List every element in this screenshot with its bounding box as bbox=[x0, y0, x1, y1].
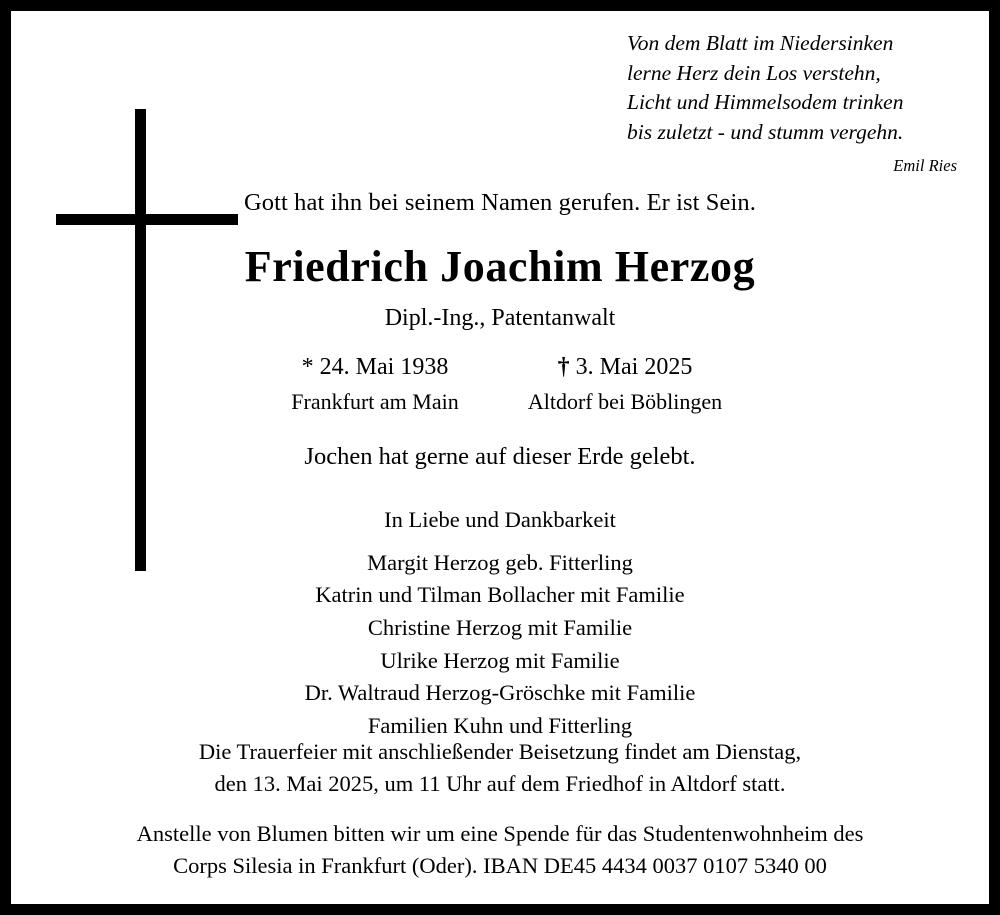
donation-line-1: Anstelle von Blumen bitten wir um eine Spende für das Studentenwohnheim des bbox=[136, 821, 864, 847]
family-lede: In Liebe und Dankbarkeit bbox=[384, 507, 616, 532]
donation-paragraph bbox=[49, 818, 951, 882]
poem-author: Emil Ries bbox=[893, 155, 957, 175]
death-place: Altdorf bei Böblingen bbox=[527, 389, 723, 414]
notice-inner-frame bbox=[9, 9, 991, 906]
poem-line-1: Von dem Blatt im Niedersinken bbox=[627, 31, 894, 55]
ceremony-line-1: Die Trauerfeier mit anschließender Beisetzung findet am Dienstag, bbox=[198, 739, 802, 765]
family-member: Dr. Waltraud Herzog-Gröschke mit Familie bbox=[304, 680, 696, 706]
family-member: Katrin und Tilman Bollacher mit Familie bbox=[315, 582, 685, 608]
death-date: 3. Mai 2025 bbox=[575, 354, 693, 380]
deceased-name: Friedrich Joachim Herzog bbox=[244, 242, 756, 291]
donation-line-2: Corps Silesia in Frankfurt (Oder). IBAN DE45 4434 0037 0107 5340 00 bbox=[173, 853, 827, 879]
ceremony-line-2: den 13. Mai 2025, um 11 Uhr auf dem Friedhof in Altdorf statt. bbox=[214, 771, 786, 797]
dates-row bbox=[11, 354, 989, 415]
footer-block bbox=[49, 736, 951, 882]
main-content bbox=[11, 189, 989, 742]
profession-text: Dipl.-Ing., Patentanwalt bbox=[384, 305, 616, 331]
poem-block bbox=[627, 29, 957, 177]
family-member: Familien Kuhn und Fitterling bbox=[367, 712, 633, 738]
dagger-icon: † bbox=[557, 354, 570, 380]
called-text: Gott hat ihn bei seinem Namen gerufen. Er ist Sein. bbox=[244, 189, 756, 216]
ceremony-paragraph bbox=[49, 736, 951, 800]
birth-block bbox=[250, 354, 500, 415]
poem-line-3: Licht und Himmelsodem trinken bbox=[627, 90, 904, 115]
family-member: Ulrike Herzog mit Familie bbox=[380, 647, 620, 673]
poem-line-2: lerne Herz dein Los verstehn, bbox=[627, 60, 881, 85]
death-date-line bbox=[500, 354, 750, 381]
family-block bbox=[11, 504, 989, 742]
death-block bbox=[500, 354, 750, 415]
birth-place: Frankfurt am Main bbox=[291, 389, 459, 414]
birth-date: * 24. Mai 1938 bbox=[301, 354, 449, 380]
family-member: Margit Herzog geb. Fitterling bbox=[367, 549, 633, 575]
poem-line-4: bis zuletzt - und stumm vergehn. bbox=[627, 119, 904, 144]
family-member: Christine Herzog mit Familie bbox=[367, 614, 633, 640]
lived-text: Jochen hat gerne auf dieser Erde gelebt. bbox=[304, 443, 696, 470]
